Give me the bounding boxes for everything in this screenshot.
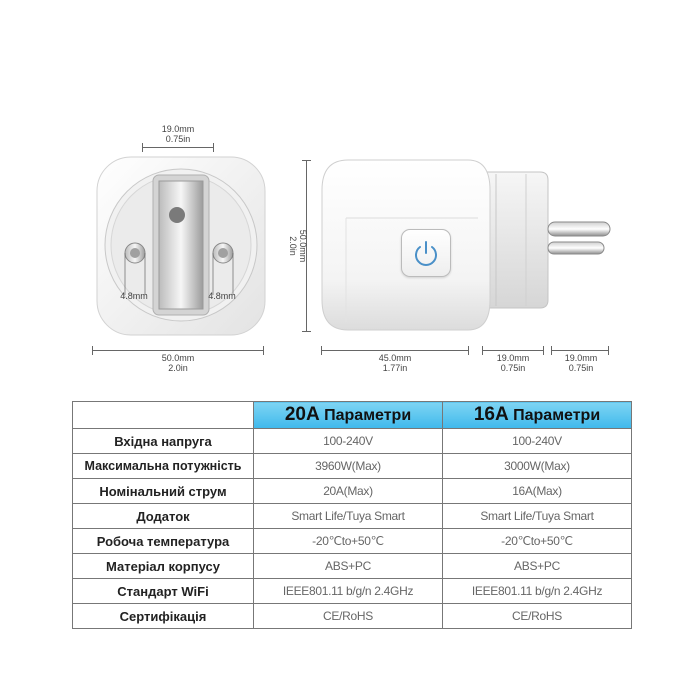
row-label: Номінальний струм (73, 479, 254, 504)
power-button[interactable] (401, 229, 451, 277)
table-row (73, 504, 632, 529)
side-socket-in: 0.75in (500, 363, 526, 373)
row-label: Максимальна потужність (73, 454, 254, 479)
side-pin-mm: 19.0mm (564, 353, 598, 363)
table-row (73, 604, 632, 629)
row-label: Матеріал корпусу (73, 554, 254, 579)
table-row (73, 454, 632, 479)
value-20a: 3960W(Max) (254, 454, 443, 479)
value-16a: 100-240V (443, 429, 632, 454)
value-20a: 20A(Max) (254, 479, 443, 504)
table-row (73, 529, 632, 554)
side-body-mm: 45.0mm (378, 353, 412, 363)
right-pin-diameter: 4.8mm (208, 291, 236, 301)
value-20a: IEEE801.11 b/g/n 2.4GHz (254, 579, 443, 604)
value-16a: 16A(Max) (443, 479, 632, 504)
row-label: Додаток (73, 504, 254, 529)
value-20a: CE/RoHS (254, 604, 443, 629)
front-height-in: 2.0in (168, 363, 188, 373)
side-height-mm: 50.0mm (298, 229, 308, 263)
side-socket-mm: 19.0mm (496, 353, 530, 363)
plug-side-view (318, 150, 618, 340)
row-label: Вхідна напруга (73, 429, 254, 454)
spec-table (72, 401, 632, 629)
value-16a: ABS+PC (443, 554, 632, 579)
value-16a: Smart Life/Tuya Smart (443, 504, 632, 529)
header-16a: 16A Параметри (443, 402, 632, 429)
value-20a: 100-240V (254, 429, 443, 454)
row-label: Стандарт WiFi (73, 579, 254, 604)
value-16a: -20℃to+50℃ (443, 529, 632, 554)
table-row (73, 554, 632, 579)
value-16a: CE/RoHS (443, 604, 632, 629)
value-20a: ABS+PC (254, 554, 443, 579)
front-width-mm: 19.0mm (161, 124, 195, 134)
value-20a: -20℃to+50℃ (254, 529, 443, 554)
side-pin-in: 0.75in (568, 363, 594, 373)
value-16a: 3000W(Max) (443, 454, 632, 479)
row-label: Сертифікація (73, 604, 254, 629)
header-blank-cell (73, 402, 254, 429)
table-header-row (73, 402, 632, 429)
header-20a: 20A Параметри (254, 402, 443, 429)
front-width-in: 0.75in (165, 134, 191, 144)
plug-front-view (85, 145, 275, 345)
table-row (73, 479, 632, 504)
value-16a: IEEE801.11 b/g/n 2.4GHz (443, 579, 632, 604)
value-20a: Smart Life/Tuya Smart (254, 504, 443, 529)
power-icon (402, 230, 450, 276)
table-row (73, 429, 632, 454)
left-pin-diameter: 4.8mm (120, 291, 148, 301)
table-row (73, 579, 632, 604)
front-height-mm: 50.0mm (161, 353, 195, 363)
side-height-in: 2.0in (288, 236, 298, 256)
row-label: Робоча температура (73, 529, 254, 554)
side-body-in: 1.77in (382, 363, 408, 373)
